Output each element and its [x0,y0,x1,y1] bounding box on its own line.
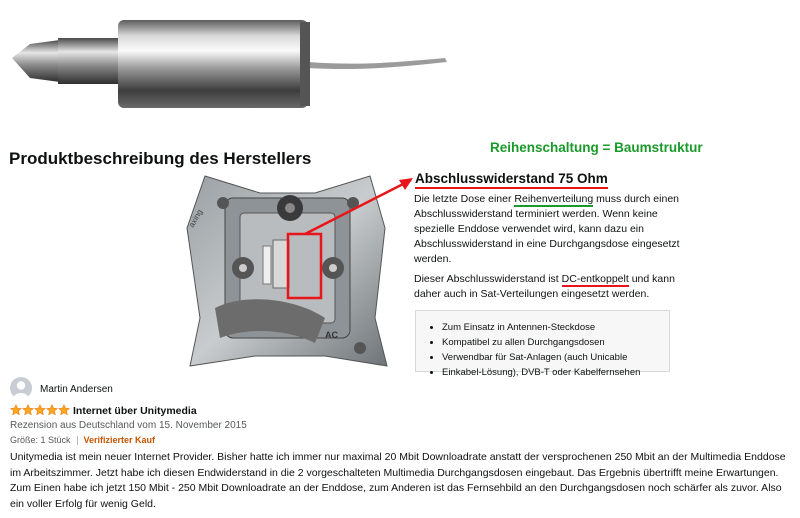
star-icon [23,405,34,416]
user-avatar-icon [10,377,32,399]
star-icon [47,405,58,416]
resistor-heading: Abschlusswiderstand 75 Ohm [415,171,608,186]
feature-list-box [415,310,670,378]
socket-badge-label: AC [325,330,338,340]
feature-item: • Verwendbar für Sat-Anlagen (auch Unicable [442,350,669,365]
highlight-reihenverteilung: Reihenverteilung [514,193,594,205]
star-icon [35,405,46,416]
reviewer-name[interactable]: Martin Andersen [40,384,113,395]
antenna-socket-photo [175,168,400,373]
review-title[interactable]: Internet über Unitymedia [73,405,197,417]
review-body: Unitymedia ist mein neuer Internet Provider. Bisher hatte ich immer nur maximal 20 Mbit Downloadrate anstatt der versprochenen 250 Mbit an der Multimedia Enddose im Arbeitszimmer. Jetzt habe ich diesen Endwiderstand in die 2 vorgeschalteten Multimedia Durchgangsdosen eingebaut. Das Ergebnis übertrifft meine Erwartungen. Zum Einen habe ich jetzt 150 Mbit - 250 Mbit Downloadrate an der Enddose, zum Anderen ist das Fernsehbild an den Durchgangsdosen noch schärfer als zuvor. Also ein voller Erfolg für wenig Geld. [10,451,786,510]
description-paragraph-1: Die letzte Dose einer Reihenverteilung muss durch einen Abschlusswiderstand terminiert werden. Wenn keine spezielle Enddose verwendet wird, kann dazu ein Abschlusswiderstand in eine Durchgangsdose eingesetzt werden. [414,193,680,265]
feature-item: • Zum Einsatz in Antennen-Steckdose [442,320,669,335]
feature-item: • Kompatibel zu allen Durchgangsdosen [442,335,669,350]
annotation-series-tree-structure: Reihenschaltung = Baumstruktur [490,140,703,155]
description-paragraph-2: Dieser Abschlusswiderstand ist DC-entkoppelt und kann daher auch in Sat-Verteilungen eingesetzt werden. [414,273,675,300]
star-icon [59,405,70,416]
highlight-dc-entkoppelt: DC-entkoppelt [561,273,629,285]
verified-purchase-badge: Verifizierter Kauf [83,435,156,445]
star-rating[interactable] [10,404,70,416]
section-title: Produktbeschreibung des Herstellers [9,149,312,168]
review-meta: Rezension aus Deutschland vom 15. November 2015 [10,420,247,431]
size-label: Größe: 1 Stück [10,435,71,445]
socket-brand-label: axing [186,207,205,229]
resistor-product-photo [0,0,460,125]
star-icon [11,405,22,416]
review-size-row [10,435,155,445]
feature-item: • Einkabel-Lösung), DVB-T oder Kabelfernsehen [442,365,669,380]
